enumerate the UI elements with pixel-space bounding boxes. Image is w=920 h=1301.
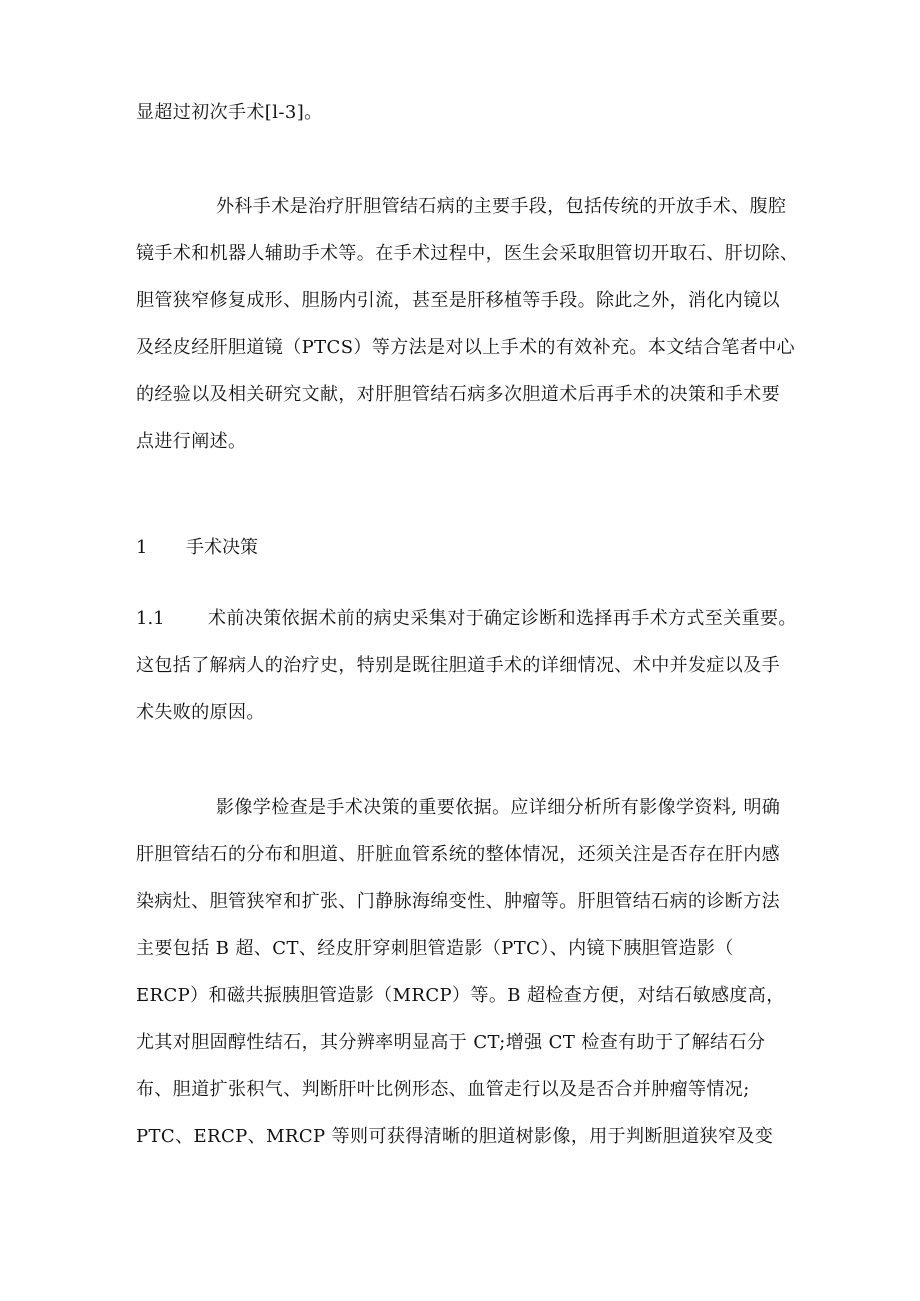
section-number: 1 [136,537,148,558]
paragraph-continuation-line: 显超过初次手术[l-3]。 [136,102,323,123]
paragraph-line: 外科手术是治疗肝胆管结石病的主要手段，包括传统的开放手术、腹腔 [216,196,787,217]
paragraph-line: 的经验以及相关研究文献，对肝胆管结石病多次胆道术后再手术的决策和手术要 [136,384,780,405]
paragraph-line: ERCP）和磁共振胰胆管造影（MRCP）等。B 超检查方便，对结石敏感度高， [136,985,785,1006]
paragraph-line: 主要包括 B 超、CT、经皮肝穿刺胆管造影（PTC）、内镜下胰胆管造影（ [136,938,734,959]
paragraph-line: 肝胆管结石的分布和胆道、肝脏血管系统的整体情况，还须关注是否存在肝内感 [136,844,780,865]
paragraph-line: 这包括了解病人的治疗史，特别是既往胆道手术的详细情况、术中并发症以及手 [136,655,780,676]
paragraph-line: 点进行阐述。 [136,431,247,452]
paragraph-line: PTC、ERCP、MRCP 等则可获得清晰的胆道树影像，用于判断胆道狭窄及变 [136,1126,774,1147]
paragraph-line: 染病灶、胆管狭窄和扩张、门静脉海绵变性、肿瘤等。肝胆管结石病的诊断方法 [136,891,780,912]
subsection-number: 1.1 [136,608,165,629]
paragraph-line: 术前决策依据术前的病史采集对于确定诊断和选择再手术方式至关重要。 [208,608,797,629]
paragraph-line: 布、胆道扩张积气、判断肝叶比例形态、血管走行以及是否合并肿瘤等情况; [136,1079,750,1100]
section-title: 手术决策 [186,537,258,558]
paragraph-line: 及经皮经肝胆道镜（PTCS）等方法是对以上手术的有效补充。本文结合笔者中心 [136,337,796,358]
paragraph-line: 尤其对胆固醇性结石，其分辨率明显高于 CT;增强 CT 检查有助于了解结石分 [136,1032,766,1053]
paragraph-line: 影像学检查是手术决策的重要依据。应详细分析所有影像学资料, 明确 [216,797,781,818]
paragraph-line: 胆管狭窄修复成形、胆肠内引流，甚至是肝移植等手段。除此之外，消化内镜以 [136,290,780,311]
paragraph-line: 镜手术和机器人辅助手术等。在手术过程中，医生会采取胆管切开取石、肝切除、 [136,243,799,264]
paragraph-line: 术失败的原因。 [136,702,265,723]
